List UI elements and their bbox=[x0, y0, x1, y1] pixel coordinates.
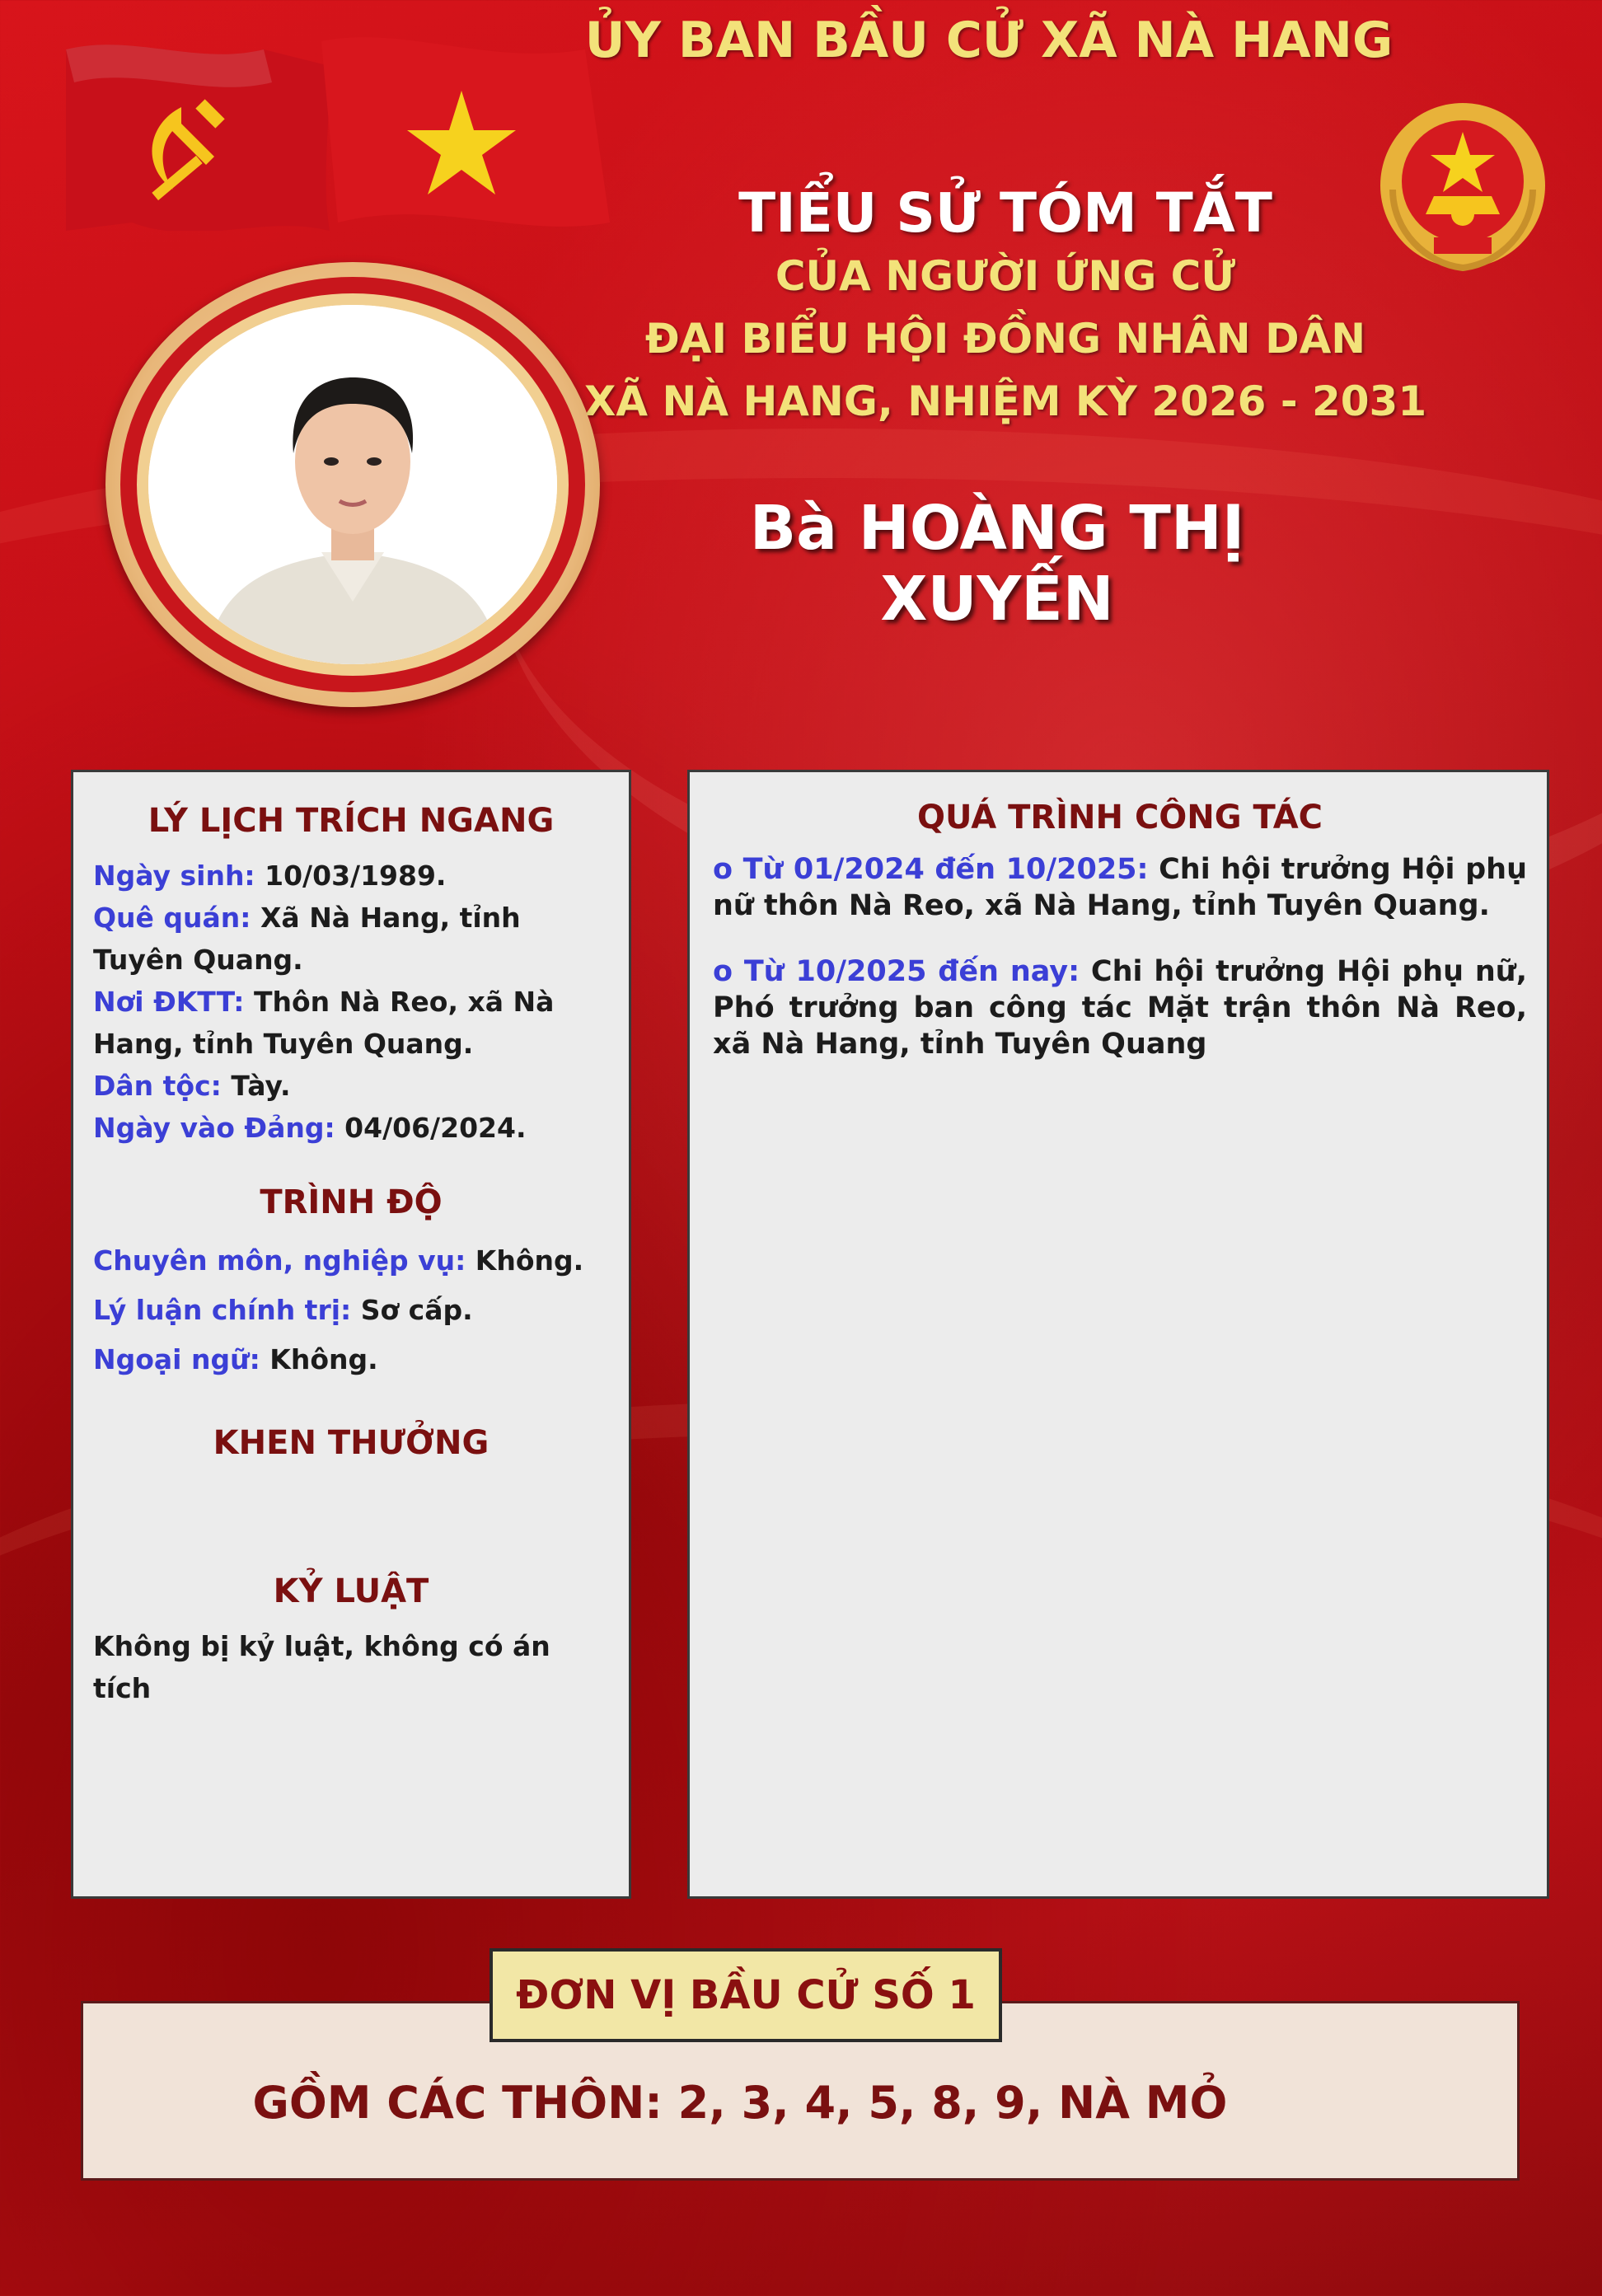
profile-row-party-join-date: Ngày vào Đảng: 04/06/2024. bbox=[93, 1112, 527, 1144]
candidate-photo bbox=[148, 305, 557, 664]
national-emblem-icon bbox=[1376, 99, 1549, 272]
constituency-villages: GỒM CÁC THÔN: 2, 3, 4, 5, 8, 9, NÀ MỎ bbox=[252, 2077, 1228, 2129]
election-committee-title: ỦY BAN BẦU CỬ XÃ NÀ HANG bbox=[584, 12, 1394, 69]
subtitle-line: XÃ NÀ HANG, NHIỆM KỲ 2026 - 2031 bbox=[583, 377, 1427, 425]
discipline-heading: KỶ LUẬT bbox=[273, 1572, 429, 1610]
education-row-political-theory: Lý luận chính trị: Sơ cấp. bbox=[93, 1294, 473, 1326]
candidate-name: Bà HOÀNG THỊ XUYẾN bbox=[749, 493, 1245, 635]
profile-row-birth-date: Ngày sinh: 10/03/1989. bbox=[93, 860, 447, 892]
candidate-portrait-frame bbox=[97, 262, 608, 724]
profile-row-hometown: Quê quán: Xã Nà Hang, tỉnh Tuyên Quang. bbox=[93, 902, 521, 976]
work-history-item: o Từ 10/2025 đến nay: Chi hội trưởng Hội phụ nữ, Phó trưởng ban công tác Mặt trận thôn Nà Reo, xã Nà Hang, tỉnh Tuyên Quang bbox=[713, 955, 1527, 1061]
work-history-panel bbox=[687, 770, 1549, 1899]
biography-title: TIỂU SỬ TÓM TẮT bbox=[738, 181, 1272, 245]
education-row-foreign-language: Ngoại ngữ: Không. bbox=[93, 1343, 378, 1375]
subtitle-line: ĐẠI BIỂU HỘI ĐỒNG NHÂN DÂN bbox=[644, 315, 1366, 363]
profile-heading: LÝ LỊCH TRÍCH NGANG bbox=[148, 802, 555, 840]
work-history-item: o Từ 01/2024 đến 10/2025: Chi hội trưởng Hội phụ nữ thôn Nà Reo, xã Nà Hang, tỉnh Tuyên Quang. bbox=[713, 853, 1527, 922]
education-row-profession: Chuyên môn, nghiệp vụ: Không. bbox=[93, 1244, 584, 1277]
subtitle-line: CỦA NGƯỜI ỨNG CỬ bbox=[775, 252, 1236, 300]
profile-row-ethnicity: Dân tộc: Tày. bbox=[93, 1070, 291, 1102]
awards-heading: KHEN THƯỞNG bbox=[213, 1424, 490, 1462]
party-and-national-flags-icon bbox=[58, 33, 618, 231]
profile-row-residence: Nơi ĐKTT: Thôn Nà Reo, xã Nà Hang, tỉnh Tuyên Quang. bbox=[93, 986, 555, 1060]
work-history-heading: QUÁ TRÌNH CÔNG TÁC bbox=[916, 799, 1323, 836]
constituency-unit-badge: ĐƠN VỊ BẦU CỬ SỐ 1 bbox=[490, 1948, 1002, 2042]
education-heading: TRÌNH ĐỘ bbox=[260, 1183, 443, 1221]
profile-panel bbox=[71, 770, 631, 1899]
discipline-text: Không bị kỷ luật, không có án tích bbox=[93, 1630, 550, 1704]
person-portrait-icon bbox=[148, 305, 557, 664]
